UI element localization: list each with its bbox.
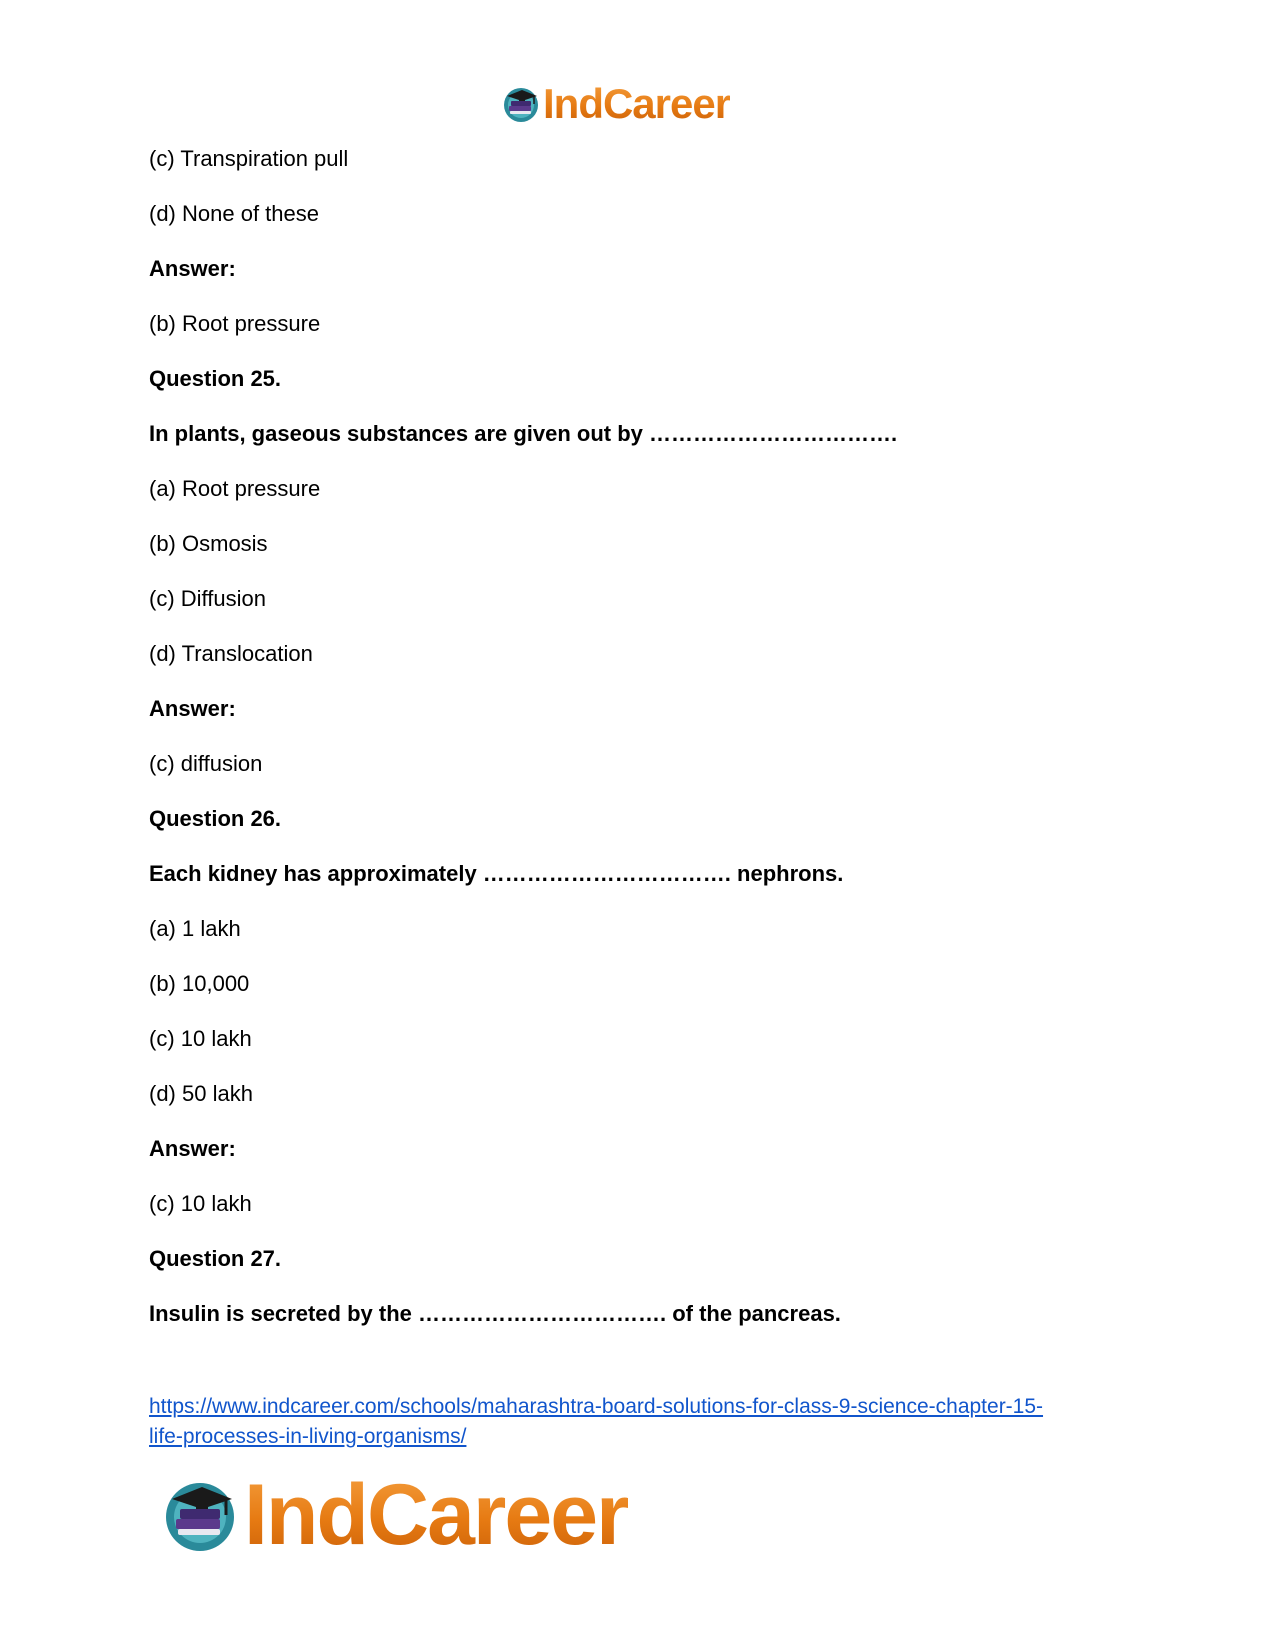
question-text: Each kidney has approximately ……………………………. nephrons. <box>149 861 844 886</box>
option-text: (c) 10 lakh <box>149 1026 252 1051</box>
option-text: (b) Root pressure <box>149 311 321 336</box>
logo-wordmark: IndCareer <box>244 1466 628 1563</box>
question-text: In plants, gaseous substances are given out by ……………………………. <box>149 421 898 446</box>
footer-logo <box>160 1466 628 1563</box>
book-graduation-cap-logo-icon <box>160 1475 240 1555</box>
question-number: Question 27. <box>149 1246 282 1271</box>
source-link-block <box>149 1392 1149 1452</box>
option-text: (b) 10,000 <box>149 971 250 996</box>
option-text: (c) Diffusion <box>149 586 266 611</box>
question-number: Question 26. <box>149 806 282 831</box>
source-link-line-2: life-processes-in-living-organisms/ <box>149 1425 467 1448</box>
option-text: (c) 10 lakh <box>149 1191 252 1216</box>
book-graduation-cap-logo-icon <box>501 84 541 124</box>
option-text: (d) None of these <box>149 201 319 226</box>
document-content <box>149 146 1149 1356</box>
option-text: (c) Transpiration pull <box>149 146 349 171</box>
answer-label: Answer: <box>149 256 236 281</box>
option-text: (c) diffusion <box>149 751 263 776</box>
header-logo <box>501 80 730 128</box>
option-text: (b) Osmosis <box>149 531 268 556</box>
option-text: (a) 1 lakh <box>149 916 241 941</box>
answer-label: Answer: <box>149 696 236 721</box>
source-link[interactable] <box>149 1395 1043 1448</box>
answer-label: Answer: <box>149 1136 236 1161</box>
option-text: (a) Root pressure <box>149 476 321 501</box>
logo-wordmark: IndCareer <box>543 80 731 127</box>
question-number: Question 25. <box>149 366 282 391</box>
source-link-line-1: https://www.indcareer.com/schools/maharashtra-board-solutions-for-class-9-science-chapter-15- <box>149 1395 1044 1418</box>
option-text: (d) 50 lakh <box>149 1081 253 1106</box>
option-text: (d) Translocation <box>149 641 313 666</box>
question-text: Insulin is secreted by the ……………………………. of the pancreas. <box>149 1301 841 1326</box>
